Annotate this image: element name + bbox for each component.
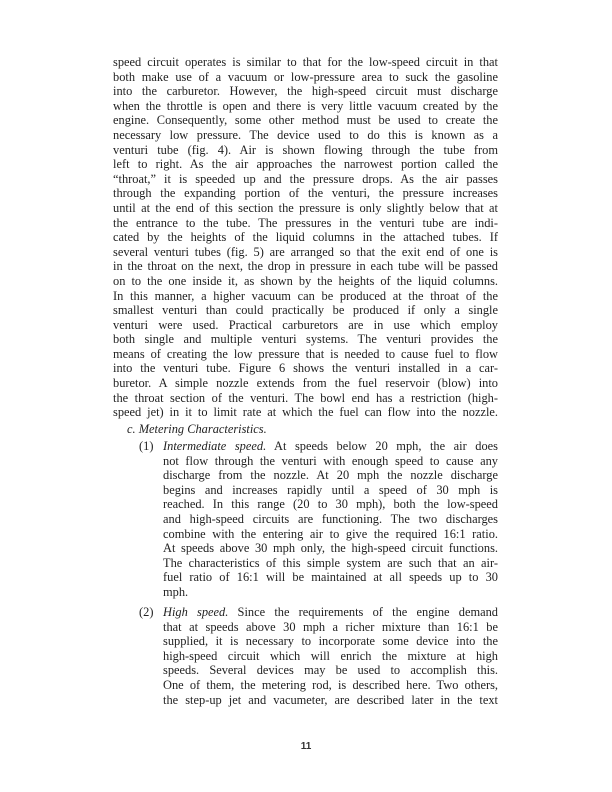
- item-title: Intermediate speed.: [163, 439, 267, 453]
- text-line: the step-up jet and vacumeter, are described later in the text: [163, 692, 498, 707]
- text-line: fuel ratio of 16:1 will be maintained at all speeds up to 30: [163, 570, 498, 585]
- item-number: (2): [139, 605, 154, 619]
- text-line: speeds. Several devices may be used to accomplish this.: [163, 663, 498, 678]
- text-line: venturi were used. Practical carburetors are in use which employ: [113, 317, 498, 332]
- item-first-line: [163, 605, 498, 620]
- text-line: until at the end of this section the pressure is only slightly below that at: [113, 200, 498, 215]
- text-line: “throat,” it is speeded up and the pressure drops. As the air passes: [113, 171, 498, 186]
- item-text: Since the requirements of the engine demand: [228, 605, 498, 619]
- text-line: both make use of a vacuum or low-pressure area to suck the gasoline: [113, 69, 498, 84]
- text-line: on to the one inside it, as shown by the heights of the liquid columns.: [113, 273, 498, 288]
- text-line: speed jet) in it to limit rate at which the fuel can flow into the nozzle.: [113, 405, 498, 420]
- text-line: supplied, it is necessary to incorporate some device into the: [163, 634, 498, 649]
- text-line: reached. In this range (20 to 30 mph), both the low-speed: [163, 497, 498, 512]
- list-item-intermediate-speed: [163, 439, 498, 600]
- text-line: not flow through the venturi with enough speed to cause any: [163, 453, 498, 468]
- text-line: several venturi tubes (fig. 5) are arranged so that the exit end of one is: [113, 244, 498, 259]
- text-line: cated by the heights of the liquid columns in the attached tubes. If: [113, 230, 498, 245]
- section-heading-text: c. Metering Characteristics.: [127, 422, 267, 436]
- text-line: high-speed circuit which will enrich the mixture at high: [163, 648, 498, 663]
- text-line: buretor. A simple nozzle extends from the fuel reservoir (blow) into: [113, 376, 498, 391]
- text-line: smallest venturi than could practically be produced if only a single: [113, 303, 498, 318]
- text-line: venturi tube (fig. 4). Air is shown flowing through the tube from: [113, 142, 498, 157]
- text-line: through the expanding portion of the venturi, the pressure increases: [113, 186, 498, 201]
- text-line: that at speeds above 30 mph a richer mixture than 16:1 be: [163, 619, 498, 634]
- text-line: At speeds above 30 mph only, the high-speed circuit functions.: [163, 541, 498, 556]
- text-line: discharge from the nozzle. At 20 mph the nozzle discharge: [163, 468, 498, 483]
- text-line: begins and increases rapidly until a speed of 30 mph is: [163, 482, 498, 497]
- text-line: necessary low pressure. The device used to do this is known as a: [113, 127, 498, 142]
- text-line: and high-speed circuits are functioning. The two discharges: [163, 511, 498, 526]
- text-line: when the throttle is open and there is very little vacuum created by the: [113, 98, 498, 113]
- text-line: In this manner, a higher vacuum can be produced at the throat of the: [113, 288, 498, 303]
- text-line: both single and multiple venturi systems. The venturi provides the: [113, 332, 498, 347]
- item-first-line: [163, 439, 498, 454]
- text-line: into the venturi tube. Figure 6 shows the venturi installed in a car-: [113, 361, 498, 376]
- text-line: the throat section of the venturi. The bowl end has a restriction (high-: [113, 390, 498, 405]
- section-heading: [127, 422, 427, 437]
- text-line: means of creating the low pressure that is needed to cause fuel to flow: [113, 346, 498, 361]
- text-line: engine. Consequently, some other method must be used to create the: [113, 113, 498, 128]
- text-line: into the carburetor. However, the high-speed circuit must discharge: [113, 84, 498, 99]
- text-line: the entrance to the tube. The pressures in the venturi tube are indi-: [113, 215, 498, 230]
- list-item-high-speed: [163, 605, 498, 707]
- text-line: mph.: [163, 584, 189, 599]
- body-paragraph: [113, 55, 498, 420]
- page-number: 11: [300, 741, 312, 752]
- item-text: At speeds below 20 mph, the air does: [266, 439, 498, 453]
- text-line: The characteristics of this simple system are such that an air-: [163, 555, 498, 570]
- text-line: One of them, the metering rod, is described here. Two others,: [163, 677, 498, 692]
- text-line: in the throat on the next, the drop in pressure in each tube will be passed: [113, 259, 498, 274]
- text-line: left to right. As the air approaches the narrowest portion called the: [113, 157, 498, 172]
- item-number: (1): [139, 439, 154, 453]
- text-line: speed circuit operates is similar to that for the low-speed circuit in that: [113, 55, 498, 69]
- item-title: High speed.: [163, 605, 229, 619]
- text-line: combine with the entering air to give the required 16:1 ratio.: [163, 526, 498, 541]
